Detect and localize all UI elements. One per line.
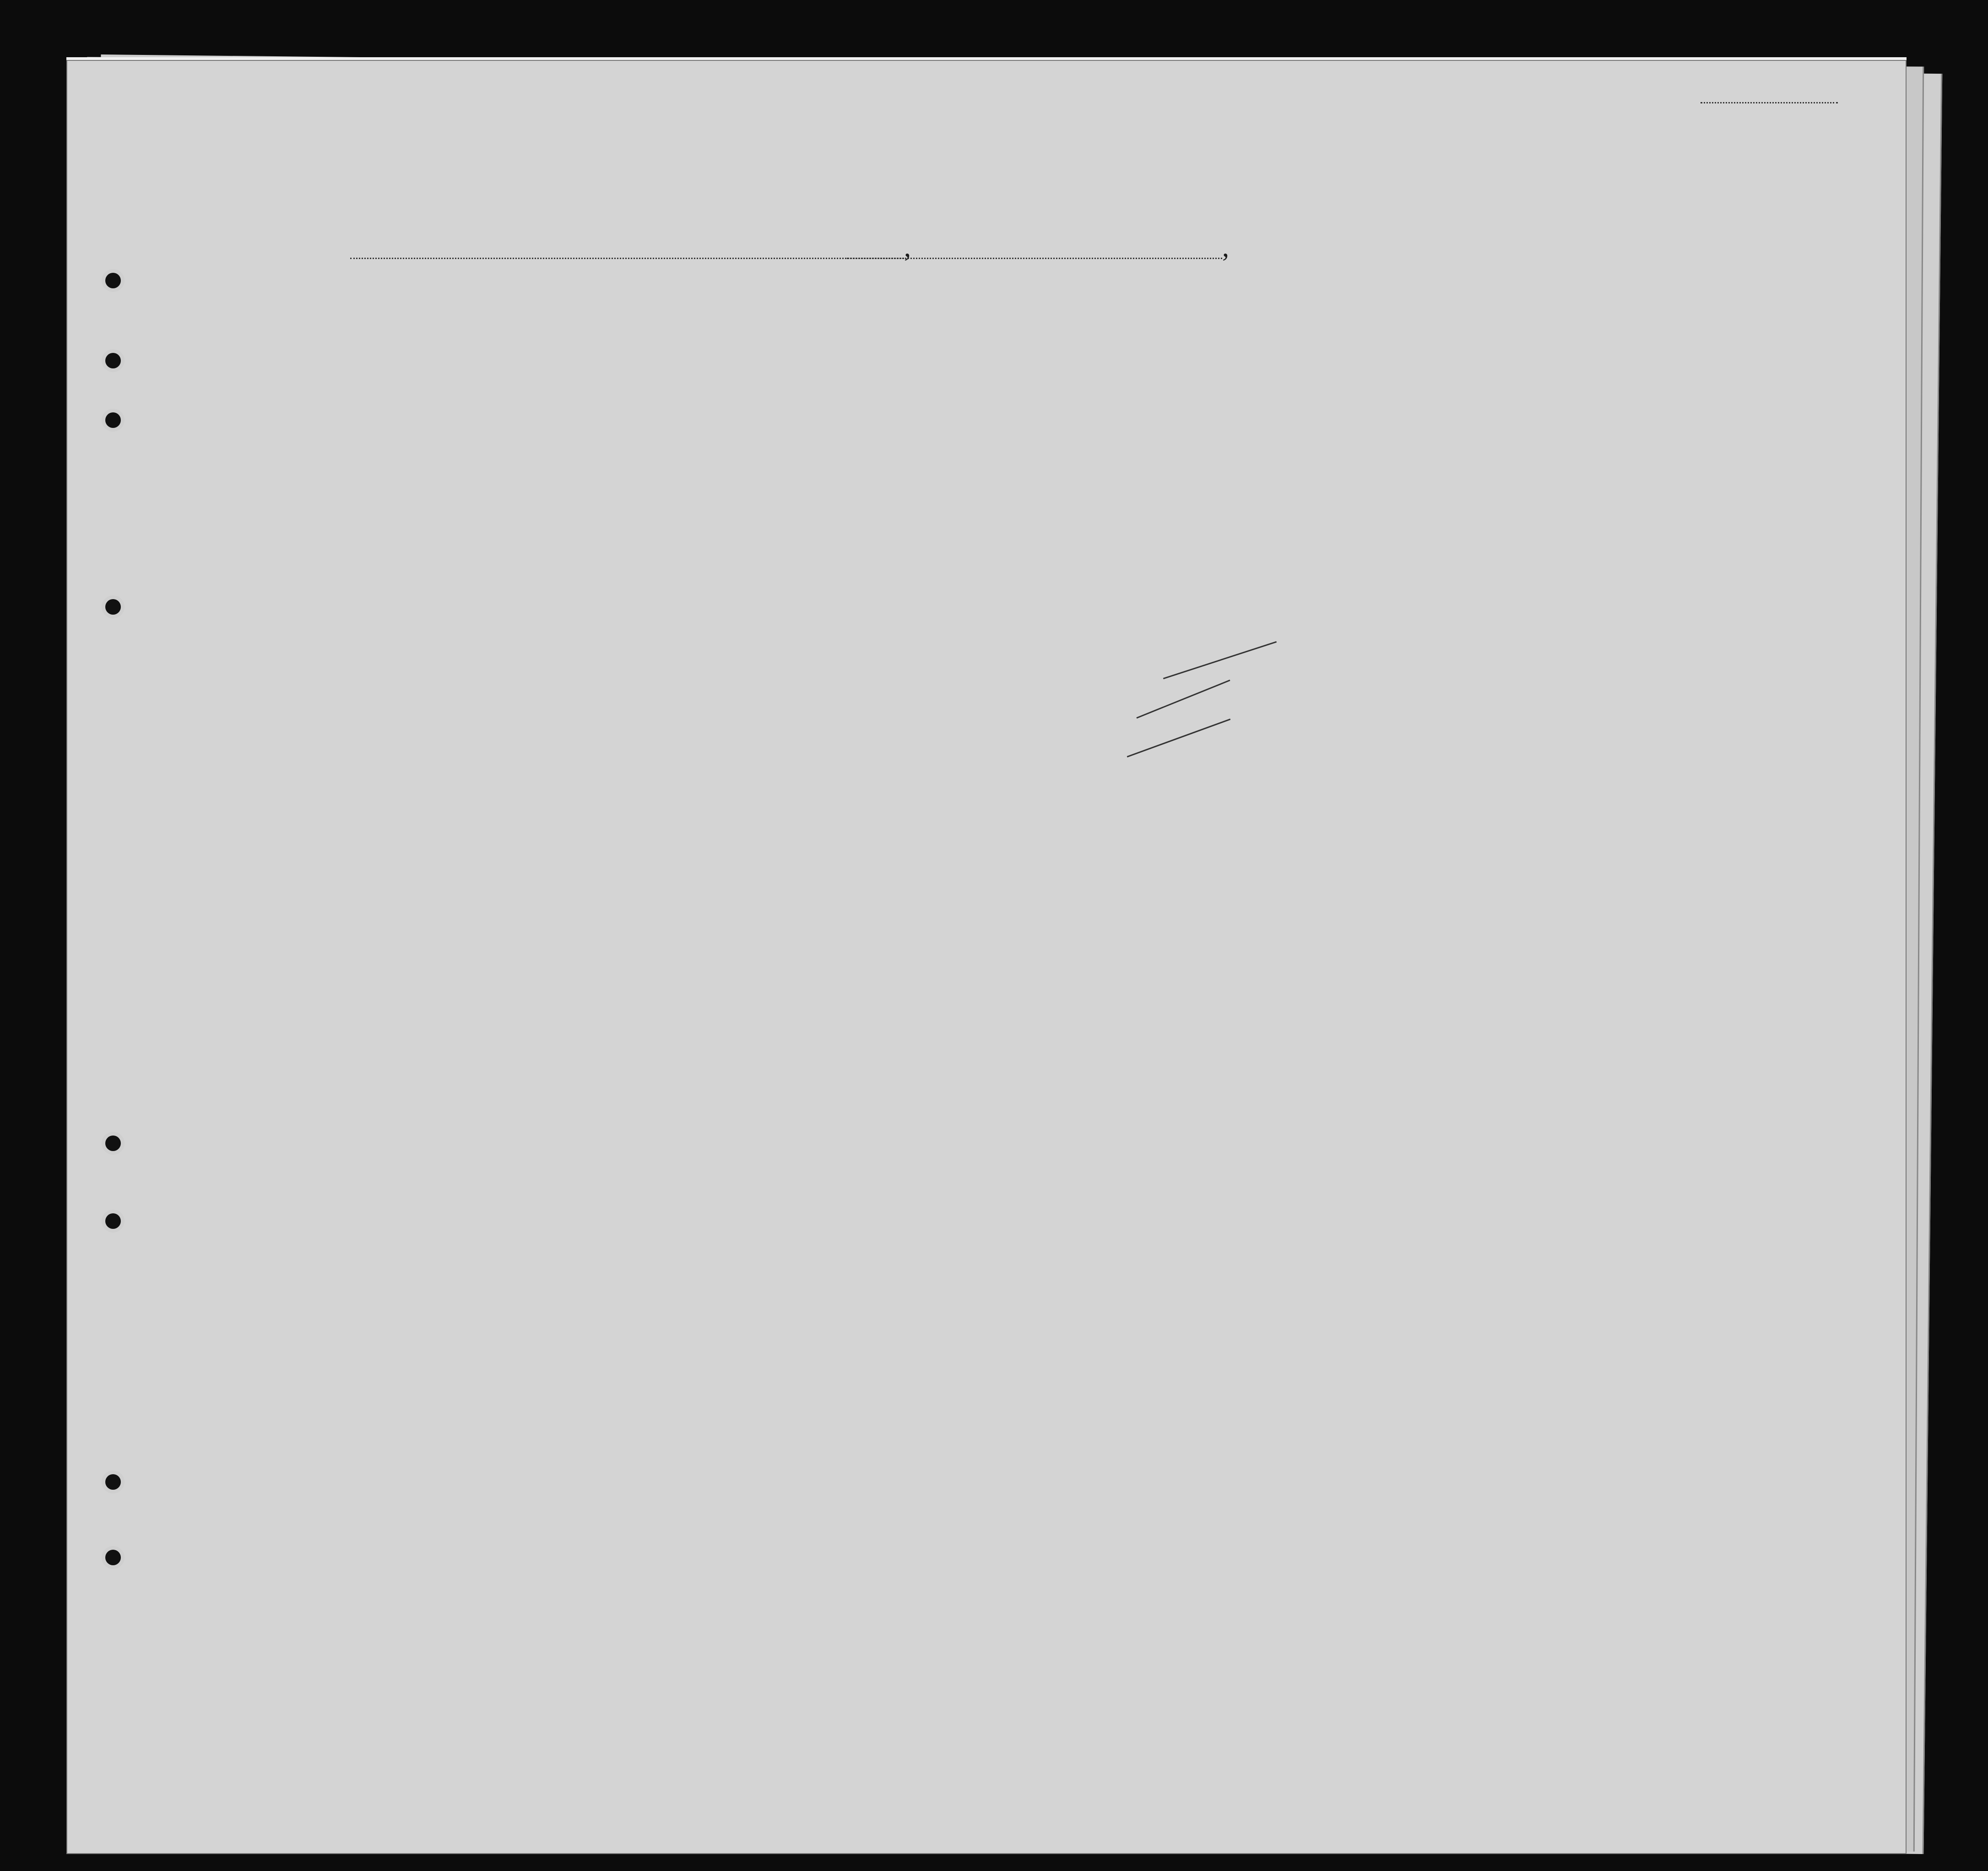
manifest-table: [78, 267, 1900, 1617]
binding-hole: [105, 273, 121, 288]
date-underline: [847, 258, 1222, 259]
binding-hole: [105, 412, 121, 428]
comma: ,: [1222, 232, 1229, 262]
binding-hole: [105, 1550, 121, 1565]
binding-hole: [105, 1474, 121, 1490]
list-underline: [1701, 102, 1838, 103]
comma: ,: [904, 232, 911, 262]
binding-hole: [105, 1213, 121, 1229]
binding-hole: [105, 599, 121, 615]
manifest-sheet: [66, 57, 1907, 1854]
binding-hole: [105, 1136, 121, 1151]
port-underline: [350, 258, 904, 259]
binding-hole: [105, 353, 121, 368]
